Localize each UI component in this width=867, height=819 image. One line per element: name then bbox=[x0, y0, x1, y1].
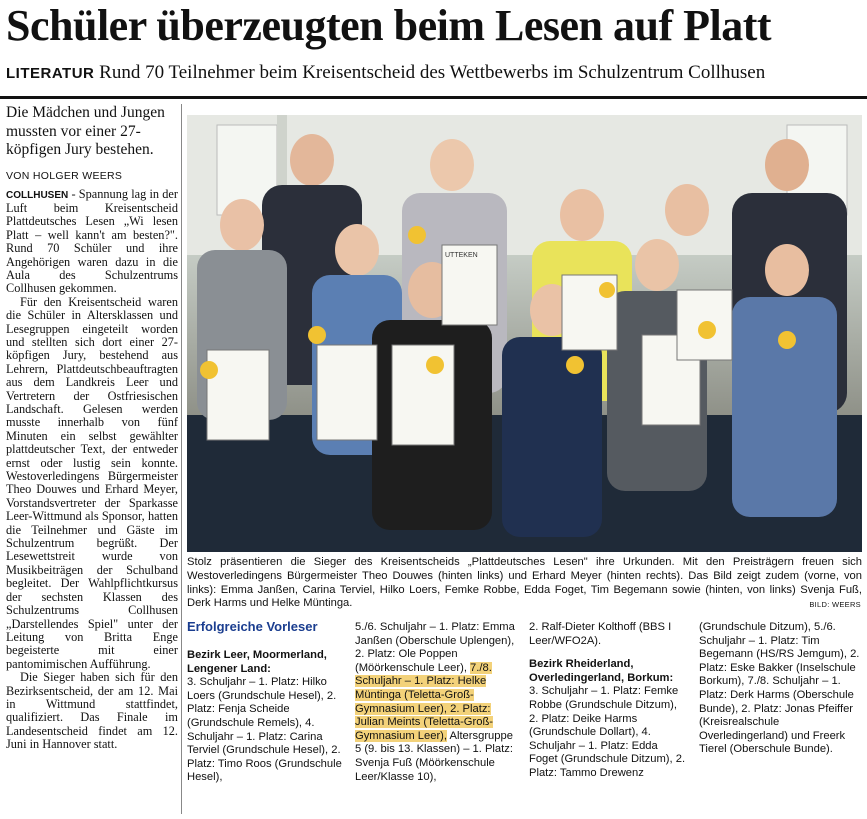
district-leer-text: 3. Schuljahr – 1. Platz: Hilko Loers (Grundschule Hesel), 2. Platz: Fenja Scheide (Grundschule Remels), 4. Schuljahr – 1. Platz: Carina Terviel (Grundschule Hesel), 2. Platz: Timo Roos (Grundschule Hesel), bbox=[187, 676, 342, 784]
highlighted-winners: 7./8. Schuljahr – 1. Platz: Helke Müntinga (Teletta-Groß-Gymnasium Leer), 2. Platz: Julian Meints (Teletta-Groß-Gymnasium Leer), bbox=[355, 661, 494, 742]
body-paragraph-2: Für den Kreisentscheid waren die Schüler in Altersklassen und Lesegruppen eingeteilt worden und stellten sich dort einer 27-köpfigen Jury, bestehend aus Lehrern, Plattdeutschbeauftragten aus dem Landkreis Leer und Vertretern der Ostfriesischen Landschaft. Gelesen werden musste innerhalb von fünf Minuten ein selbst gewählter plattdeutscher Text, der entweder ernst oder lustig sein konnte. Westoverledingens Bürgermeister Theo Douwes und Erhard Meyer, Vorstandsvertreter der Sparkasse Leer-Wittmund als Sponsor, hatten die Teilnehmer und Gäste im Schulzentrum begrüßt. Der Lesewettstreit wurde von Musikbeiträgen der Schulband begleitet. Der Wahlpflichtkursus der sechsten Klassen des Schulzentrums Collhusen „Darstellendes Spiel" unter der Leitung von Britta Enge begeisterte mit einer pantomimischen Aufführung. bbox=[6, 294, 178, 671]
subline-text: Rund 70 Teilnehmer beim Kreisentscheid des Wettbewerbs im Schulzentrum Collhusen bbox=[99, 62, 766, 83]
col4-text: (Grundschule Ditzum), 5./6. Schuljahr – 1. Platz: Tim Begemann (HS/RS Jemgum), 2. Platz: Eske Bakker (Inselschule Borkum), 7./8. Schuljahr – 1. Platz: Derk Harms (Oberschule Bunde), 2. Platz: Jonas Pfeiffer (Kreisrealschule Overledingerland) und Freerk Tierel (Oberschule Bunde). bbox=[699, 621, 860, 756]
col2-text-b: Altersgruppe 5 (9. bis 13. Klassen) – 1. Platz: Svenja Fuß (Möörkenschule Leer/Klasse 10), bbox=[355, 729, 513, 783]
winners-column-1 bbox=[187, 649, 345, 785]
kicker: LITERATUR bbox=[6, 65, 95, 82]
certificate-label: UTTEKEN bbox=[445, 252, 478, 259]
article-body bbox=[6, 188, 178, 752]
dateline: COLLHUSEN bbox=[6, 189, 69, 201]
col2-text-a: 5./6. Schuljahr – 1. Platz: Emma Janßen (Oberschule Uplengen), 2. Platz: Ole Poppen (Möörkenschule Leer), bbox=[355, 621, 515, 674]
photo-caption: Stolz präsentieren die Sieger des Kreisentscheids „Plattdeutsches Lesen" ihre Urkunden. Mit den Preisträgern freuen sich Westoverledingens Bürgermeister Theo Douwes (hinten links) und Erhard Meyer (hinten rechts). Das Bild zeigt zudem (vorne, von links): Emma Janßen, Carina Terviel, Hilko Loers, Femke Robbe, Edda Foget, Tim Begemann sowie (hinten, von links) Svenja Fuß, Derk Harms und Helke Müntinga. bbox=[187, 556, 862, 610]
district-rheiderland-text: 3. Schuljahr – 1. Platz: Femke Robbe (Grundschule Ditzum), 2. Platz: Deike Harms (Grundschule Dollart), 4. Schuljahr – 1. Platz: Edda Foget (Grundschule Ditzum), 2. Platz: Tammo Drewenz bbox=[529, 685, 686, 779]
winners-column-4 bbox=[699, 621, 861, 757]
body-paragraph-1 bbox=[6, 188, 178, 296]
box-title: Erfolgreiche Vorleser bbox=[187, 619, 318, 634]
winners-column-3 bbox=[529, 621, 689, 781]
article-column bbox=[6, 104, 178, 752]
photo-credit: BILD: WEERS bbox=[809, 600, 861, 609]
district-rheiderland-heading: Bezirk Rheiderland, Overledingerland, Borkum: bbox=[529, 658, 674, 684]
column-divider bbox=[181, 104, 182, 814]
col3-text-a: 2. Ralf-Dieter Kolthoff (BBS I Leer/WFO2A). bbox=[529, 621, 672, 647]
body-first-text: - Spannung lag in der Luft beim Kreisentscheid Plattdeutsches Lesen „Wi lesen Platt – well kann't am besten?". Rund 70 Schüler und ihre Angehörigen waren dazu in die Aula des Schulzentrums Collhusen gekommen. bbox=[6, 186, 178, 296]
winners-column-2-text bbox=[355, 621, 519, 784]
group-photo bbox=[187, 115, 862, 552]
photo-illustration bbox=[187, 115, 862, 552]
lead-text: Die Mädchen und Jungen mussten vor einer 27-köpfigen Jury bestehen. bbox=[6, 104, 165, 158]
winners-column-2 bbox=[355, 621, 519, 784]
body-paragraph-3: Die Sieger haben sich für den Bezirksentscheid, der am 12. Mai in Wittmund stattfindet, qualifiziert. Das Finale im Landesentscheid findet am 12. Juni in Hannover statt. bbox=[6, 670, 178, 752]
headline: Schüler überzeugten beim Lesen auf Platt bbox=[6, 1, 772, 50]
subline bbox=[6, 60, 765, 87]
byline: VON HOLGER WEERS bbox=[6, 169, 123, 182]
headline-rule bbox=[0, 96, 867, 99]
district-leer-heading: Bezirk Leer, Moormerland, Lengener Land: bbox=[187, 649, 327, 675]
winners-box bbox=[187, 617, 862, 817]
